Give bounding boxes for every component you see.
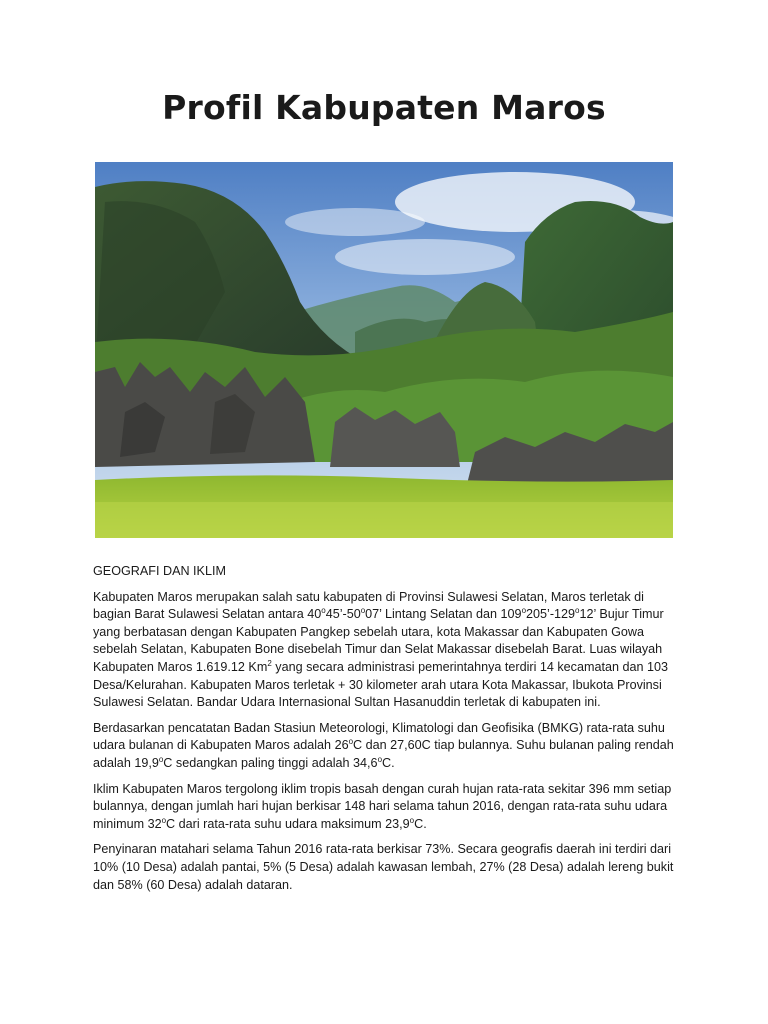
document-body: [93, 563, 678, 902]
paragraph-geography: [93, 589, 678, 712]
paragraph-climate: [93, 781, 678, 834]
text-run: Kabupaten Maros merupakan salah satu kabupaten di Provinsi Sulawesi Selatan, Maros terletak di bagian Barat Sulawesi Selatan antara 40: [93, 589, 644, 622]
text-run: C dari rata-rata suhu udara maksimum 23,9: [166, 816, 410, 831]
text-run: Berdasarkan pencatatan Badan Stasiun Meteorologi, Klimatologi dan Geofisika (BMKG) rata-rata suhu udara bulanan di Kabupaten Maros adalah 26: [93, 720, 665, 753]
text-run: 12’ Bujur Timur yang berbatasan dengan Kabupaten Pangkep sebelah utara, kota Makassar dan Kabupaten Gowa sebelah Selatan, Kabupaten Bone disebelah Timur dan Selat Makassar disebelah Barat. Luas wilayah Kabupaten Maros 1.619.12 Km: [93, 607, 664, 674]
superscript: 2: [267, 658, 272, 668]
paragraph-sunshine: [93, 841, 678, 894]
paragraph-temperature: [93, 720, 678, 773]
text-run: 07’ Lintang Selatan dan 109: [365, 607, 522, 622]
text-run: 205’-129: [526, 607, 576, 622]
text-run: C.: [414, 816, 427, 831]
text-run: C.: [382, 755, 395, 770]
section-heading: GEOGRAFI DAN IKLIM: [93, 564, 226, 578]
superscript: o: [377, 754, 383, 764]
text-run: C dan 27,60C tiap bulannya. Suhu bulanan paling rendah adalah 19,9: [93, 738, 674, 770]
text-run: C sedangkan paling tinggi adalah 34,6: [163, 755, 378, 770]
superscript: o: [360, 606, 366, 615]
superscript: o: [158, 754, 164, 764]
superscript: o: [161, 815, 167, 825]
text-run: yang secara administrasi pemerintahnya terdiri 14 kecamatan dan 103 Desa/Kelurahan. Kabupaten Maros terletak + 30 kilometer arah utara Kota Makassar, Ibukota Provinsi Sulawesi Selatan. Bandar Udara Internasional Sultan Hasanuddin terletak di kabupaten ini.: [93, 659, 669, 710]
superscript: o: [521, 606, 527, 615]
text-run: 45’-50: [325, 607, 361, 622]
superscript: o: [575, 606, 580, 615]
text-run: Iklim Kabupaten Maros tergolong iklim tropis basah dengan curah hujan rata-rata sekitar 396 mm setiap bulannya, dengan jumlah hari hujan berkisar 148 hari selama tahun 2016, dengan rata-rata suhu udara minimum 32: [93, 781, 672, 831]
page-title: Profil Kabupaten Maros: [162, 88, 606, 127]
superscript: o: [409, 815, 415, 825]
superscript: o: [321, 606, 326, 615]
text-run: Penyinaran matahari selama Tahun 2016 rata-rata berkisar 73%. Secara geografis daerah ini terdiri dari 10% (10 Desa) adalah pantai, 5% (5 Desa) adalah kawasan lembah, 27% (28 Desa) adalah lereng bukit dan 58% (60 Desa) adalah dataran.: [93, 842, 674, 892]
superscript: o: [348, 737, 354, 747]
landscape-photo: [95, 162, 673, 538]
